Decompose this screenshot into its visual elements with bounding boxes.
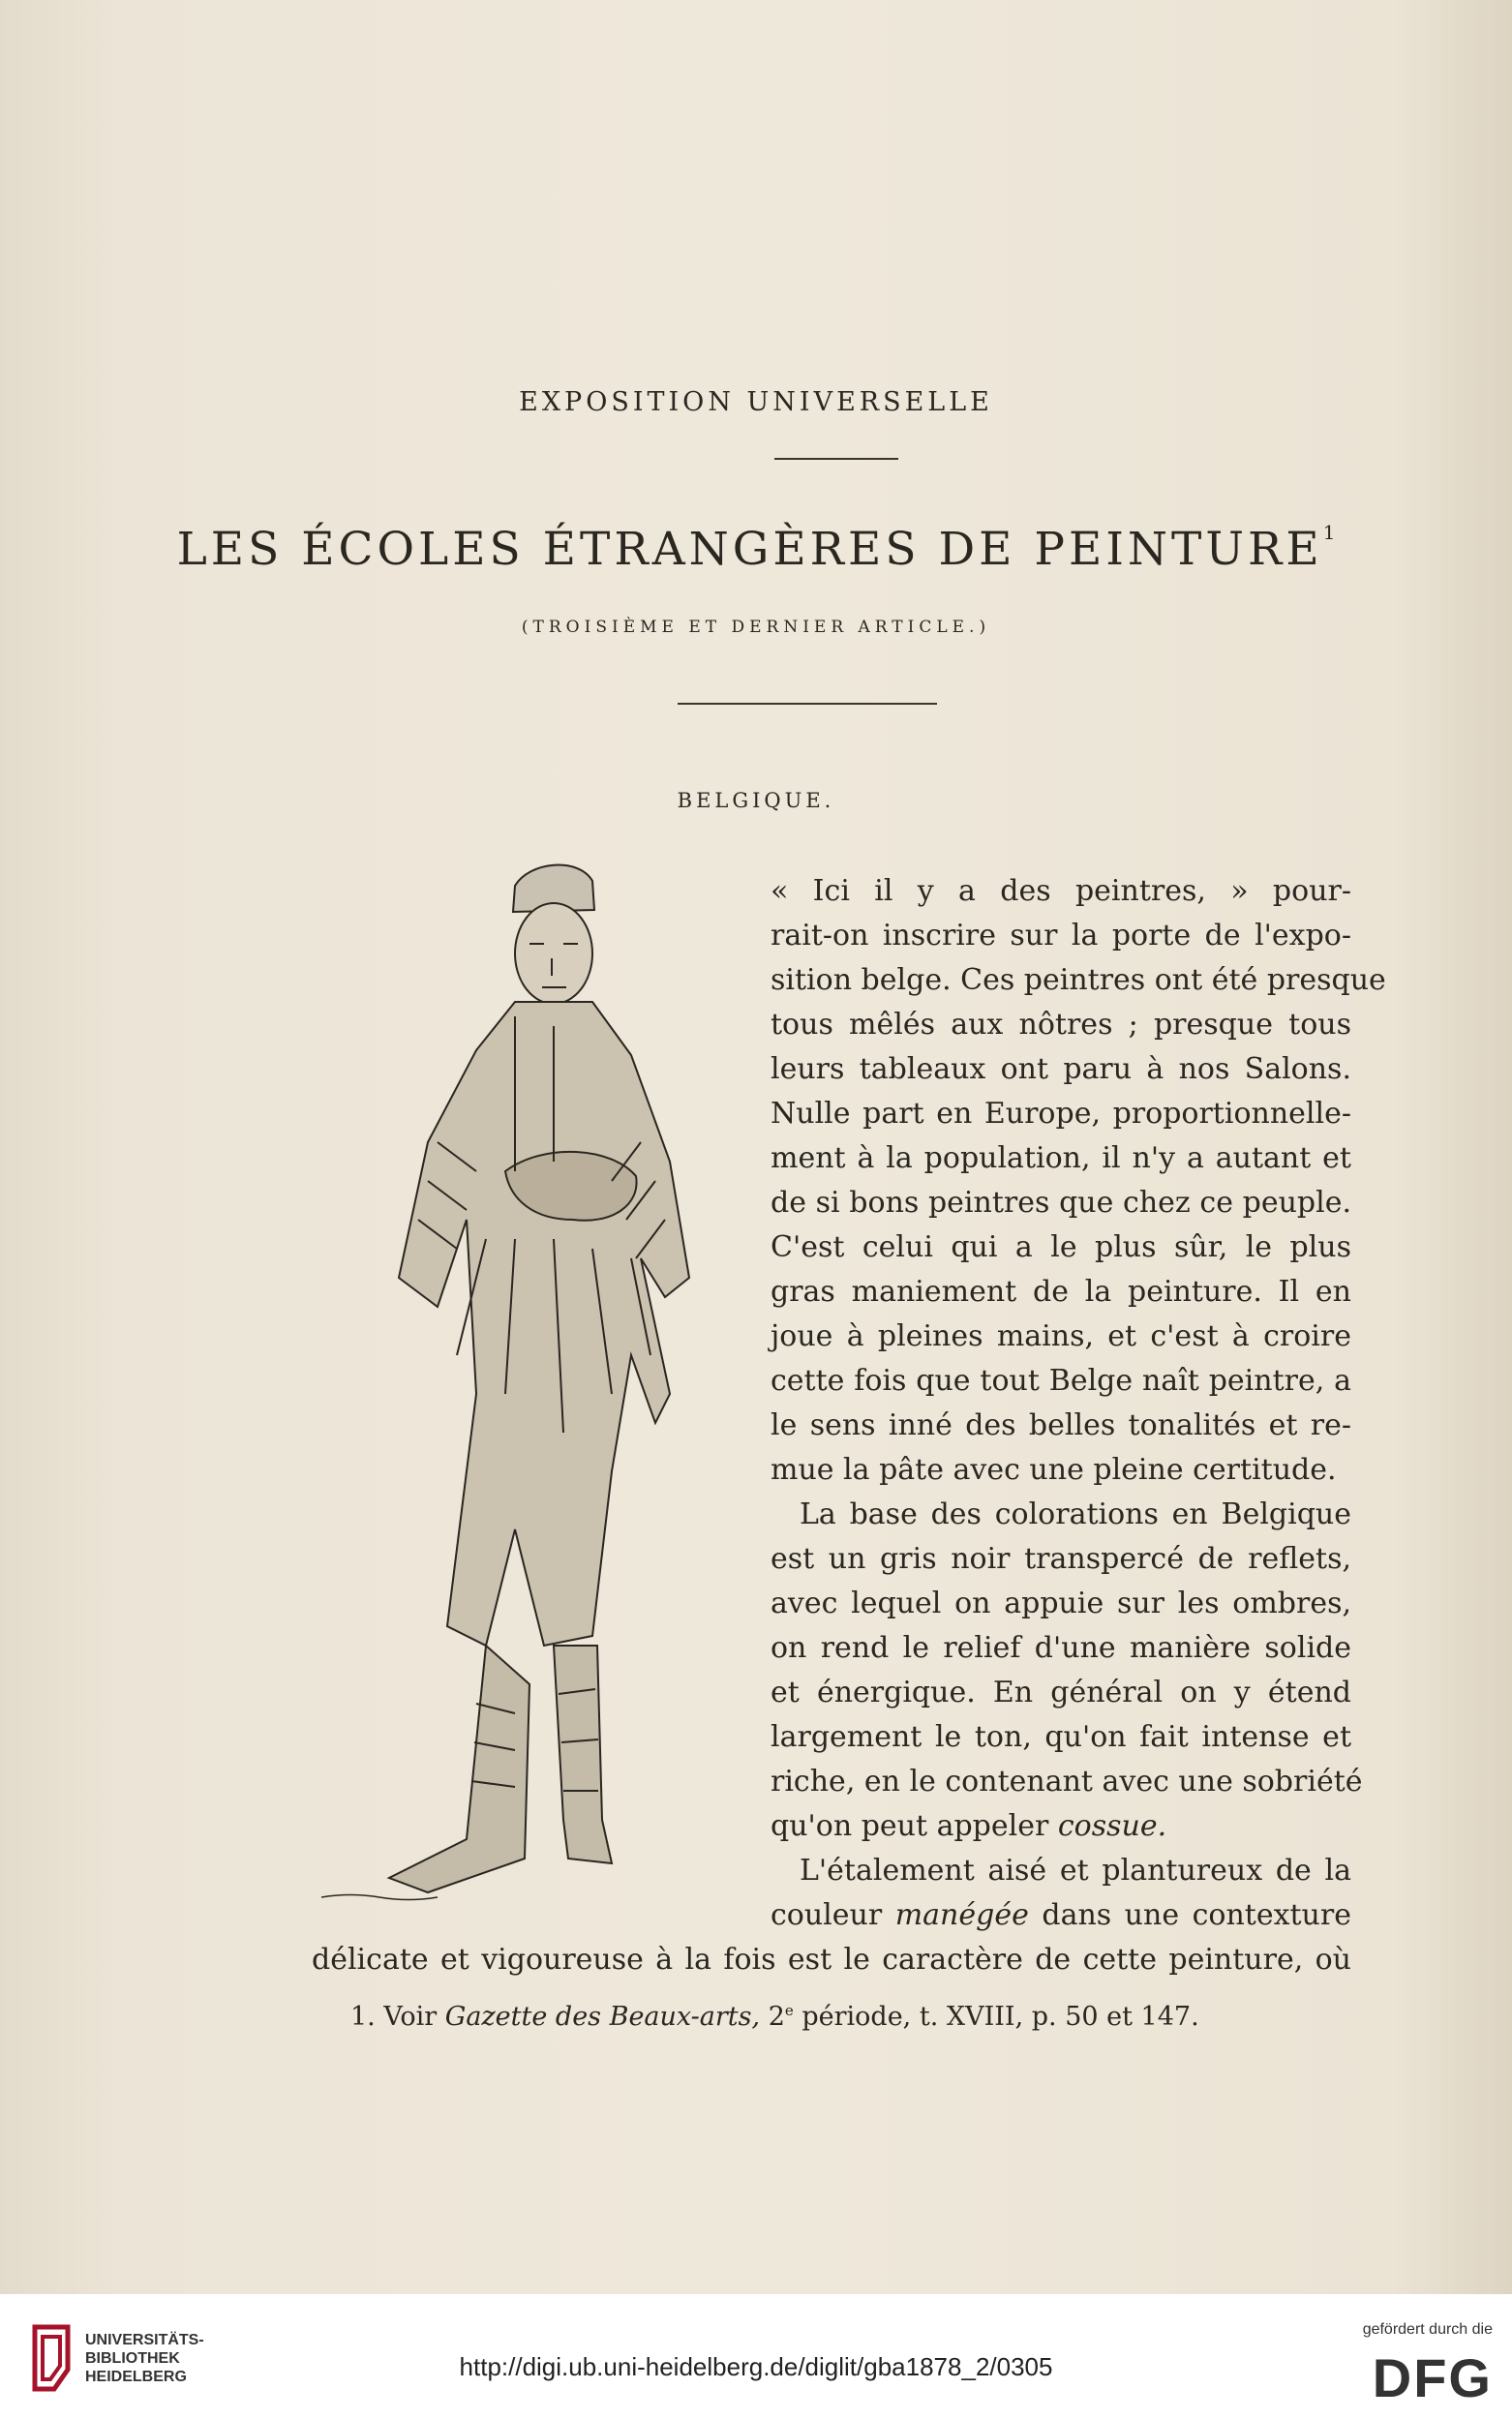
library-line: BIBLIOTHEK — [85, 2350, 180, 2367]
source-url-link[interactable]: http://digi.ub.uni-heidelberg.de/diglit/gba1878_2/0305 — [459, 2352, 1053, 2381]
text-line: est un gris noir transpercé de reflets, — [771, 1542, 1351, 1576]
text-line: rait-on inscrire sur la porte de l'expo- — [771, 919, 1351, 952]
text-line: leurs tableaux ont paru à nos Salons. — [771, 1052, 1351, 1086]
text-line: L'étalement aisé et plantureux de la — [800, 1854, 1351, 1888]
text-line: La base des colorations en Belgique — [800, 1497, 1351, 1531]
engraving-standing-man-icon — [321, 852, 747, 1917]
article-subtitle: (TROISIÈME ET DERNIER ARTICLE.) — [521, 618, 991, 637]
section-heading: BELGIQUE. — [677, 789, 835, 812]
text-line: de si bons peintres que chez ce peuple. — [771, 1186, 1351, 1220]
text-span: qu'on peut appeler — [771, 1809, 1049, 1843]
title-footnote-marker: 1 — [1322, 521, 1336, 544]
text-line: le sens inné des belles tonalités et re- — [771, 1408, 1351, 1442]
title-rule — [678, 703, 937, 705]
text-line: délicate et vigoureuse à la fois est le caractère de cette peinture, où — [312, 1943, 1351, 1977]
text-line: sition belge. Ces peintres ont été presque — [771, 963, 1386, 997]
text-line: et énergique. En général on y étend — [771, 1676, 1351, 1709]
text-line: riche, en le contenant avec une sobriété — [771, 1765, 1363, 1799]
text-line: cette fois que tout Belge naît peintre, a — [771, 1364, 1351, 1398]
footnote-prefix: Voir — [383, 2002, 438, 2032]
italic-word: cossue. — [1057, 1809, 1167, 1843]
dfg-logo-icon: DFG — [1372, 2347, 1493, 2408]
italic-word: manégée — [894, 1898, 1029, 1932]
library-line: UNIVERSITÄTS- — [85, 2332, 204, 2348]
article-title — [0, 523, 1512, 576]
heading-rule — [774, 458, 898, 460]
text-line: largement le ton, qu'on fait intense et — [771, 1720, 1351, 1754]
text-line — [771, 1893, 1351, 1938]
text-line — [771, 1804, 1351, 1849]
footnote-rest: période, t. XVIII, p. 50 et 147. — [801, 2002, 1199, 2032]
text-line: joue à pleines mains, et c'est à croire — [771, 1319, 1351, 1353]
text-line: C'est celui qui a le plus sûr, le plus — [771, 1230, 1351, 1264]
footnote — [350, 2002, 1199, 2032]
text-span: dans une contexture — [1042, 1898, 1351, 1932]
library-line: HEIDELBERG — [85, 2369, 187, 2385]
funder-label: gefördert durch die — [1362, 2321, 1493, 2338]
text-line: on rend le relief d'une manière solide — [771, 1631, 1351, 1665]
footnote-period-num: 2 — [768, 2002, 785, 2032]
text-line — [771, 869, 1351, 914]
text-line: avec lequel on appuie sur les ombres, — [771, 1587, 1351, 1620]
text-span: couleur — [771, 1898, 883, 1932]
footnote-period-sup: e — [784, 2002, 794, 2019]
text-line: gras maniement de la peinture. Il en — [771, 1275, 1351, 1309]
text-line: ment à la population, il n'y a autant et — [771, 1141, 1351, 1175]
text-line: mue la pâte avec une pleine certitude. — [771, 1453, 1337, 1487]
drop-line: « Ici il y a des peintres, » pour- — [771, 874, 1351, 908]
text-line: tous mêlés aux nôtres ; presque tous — [771, 1008, 1351, 1042]
text-line: Nulle part en Europe, proportionnelle- — [771, 1097, 1351, 1131]
footnote-source: Gazette des Beaux-arts, — [444, 2002, 761, 2032]
article-title-text: LES ÉCOLES ÉTRANGÈRES DE PEINTURE — [176, 523, 1323, 576]
footnote-number: 1. — [350, 2002, 376, 2032]
series-heading: EXPOSITION UNIVERSELLE — [519, 387, 993, 417]
